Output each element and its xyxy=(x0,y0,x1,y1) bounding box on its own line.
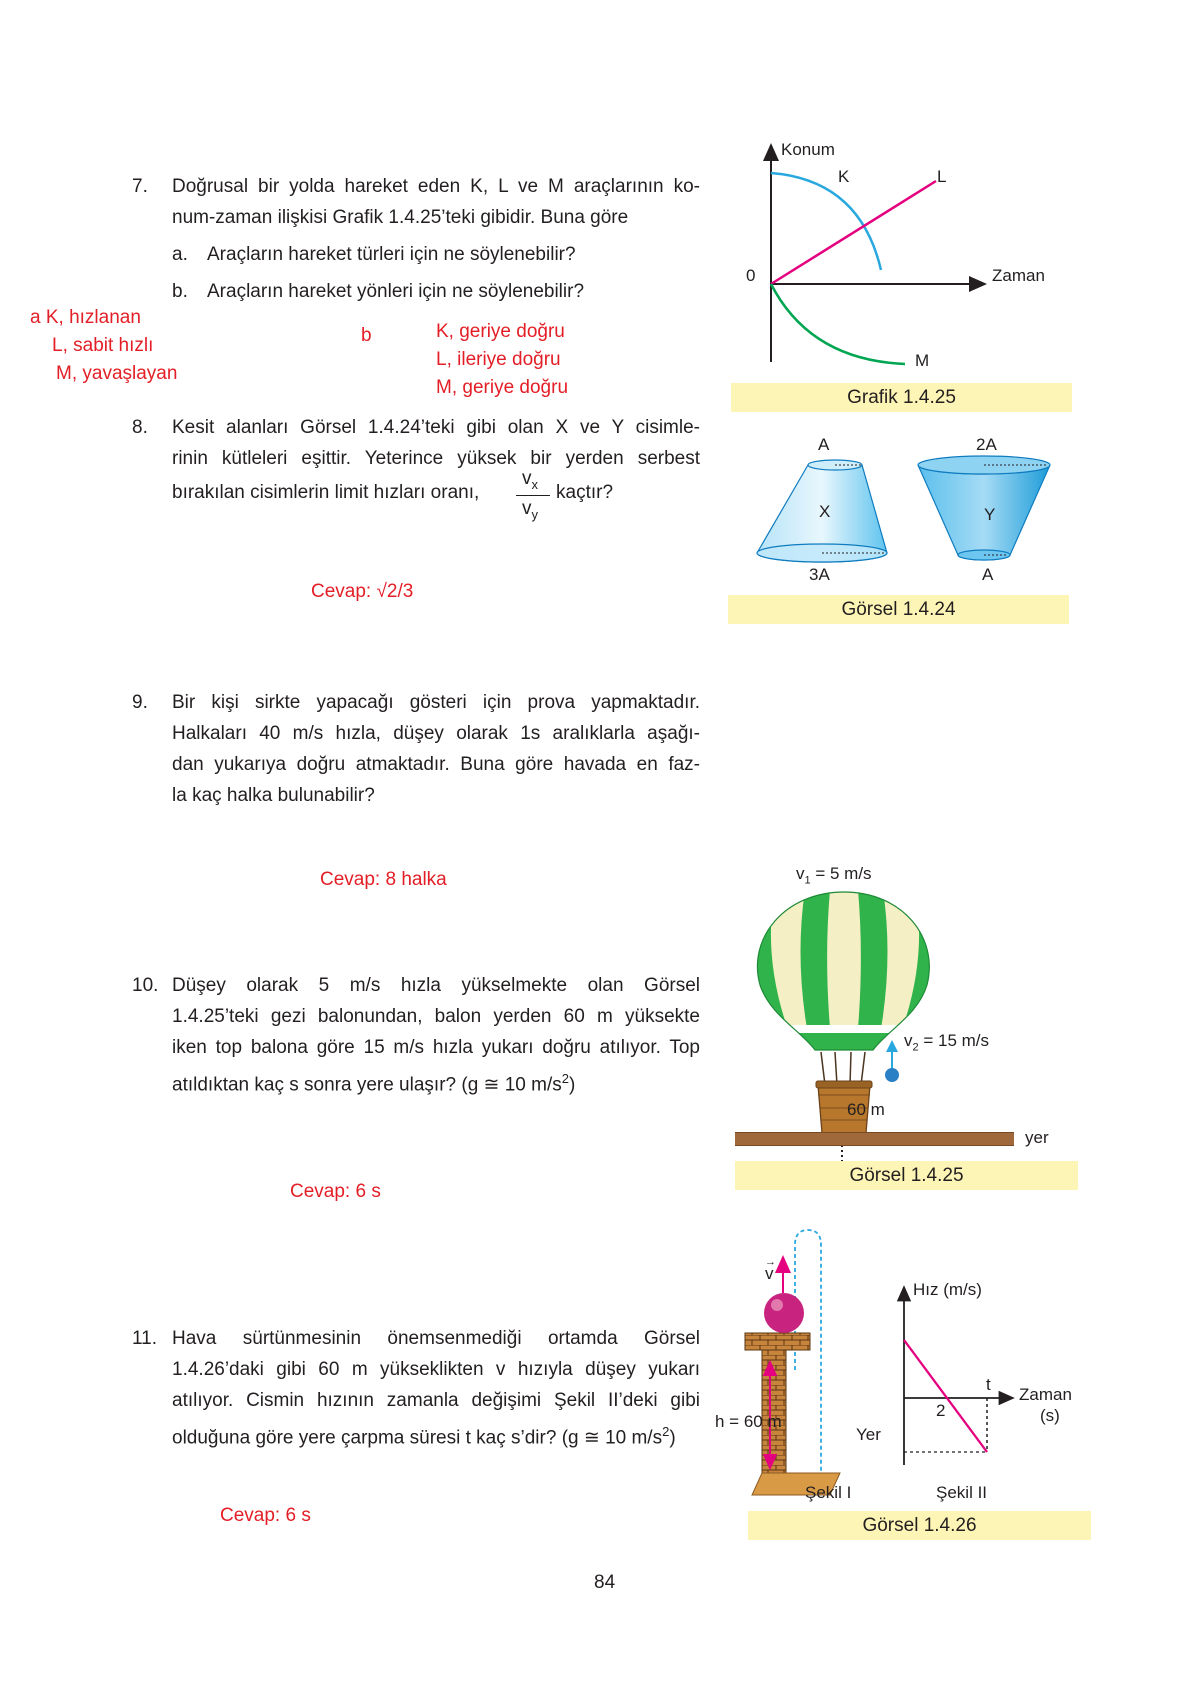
answer-7b-line-3: M, geriye doğru xyxy=(436,377,569,398)
curve-l-label: L xyxy=(937,167,947,186)
question-7-text-line-2: num-zaman ilişkisi Grafik 1.4.25’teki gibidir. Buna göre xyxy=(172,207,629,228)
ground-bar xyxy=(735,1132,1014,1146)
fraction-denominator-sub: y xyxy=(531,506,538,522)
graph-caption: Grafik 1.4.25 xyxy=(731,383,1072,412)
velocity-line xyxy=(904,1340,987,1452)
answer-11: Cevap: 6 s xyxy=(220,1505,311,1526)
question-9-text-line-2: Halkaları 40 m/s hızla, düşey olarak 1s aralıklarla aşağı- xyxy=(172,723,700,744)
v1-main: v xyxy=(796,864,805,883)
figure-2-label: Şekil II xyxy=(936,1483,988,1502)
graph-x-axis-label: Zaman xyxy=(992,266,1045,285)
graph2-x-axis-label-2: (s) xyxy=(1040,1406,1060,1425)
v1-value: = 5 m/s xyxy=(810,864,872,883)
graph2-y-axis-label: Hız (m/s) xyxy=(913,1280,982,1299)
thrown-ball xyxy=(885,1068,899,1082)
question-7b-label: b. xyxy=(172,281,188,302)
graph2-two-label: 2 xyxy=(936,1401,946,1420)
curve-m-label: M xyxy=(915,351,930,370)
answer-8: Cevap: √2/3 xyxy=(311,581,414,602)
answer-9: Cevap: 8 halka xyxy=(320,869,447,890)
ratio-fraction xyxy=(512,468,552,528)
answer-7b-line-1: K, geriye doğru xyxy=(436,321,565,342)
question-10-text-line-3: iken top balona göre 15 m/s hızla yukarı doğru atılıyor. Top xyxy=(172,1037,700,1058)
answer-7a-line-2: L, sabit hızlı xyxy=(52,335,154,356)
page-number: 84 xyxy=(594,1572,616,1593)
position-time-graph xyxy=(730,140,1010,370)
v2-main: v xyxy=(904,1031,913,1050)
frustum-y-label: Y xyxy=(984,505,996,524)
ground-label: yer xyxy=(1025,1128,1049,1147)
fraction-bar xyxy=(516,495,550,496)
v2-value: = 15 m/s xyxy=(918,1031,990,1050)
ground-label-yer: Yer xyxy=(856,1425,881,1444)
question-9-text-line-3: dan yukarıya doğru atmaktadır. Buna göre havada en faz- xyxy=(172,754,700,775)
v1-label xyxy=(796,864,872,886)
fraction-numerator-sub: x xyxy=(531,476,538,492)
velocity-label: v xyxy=(765,1264,774,1283)
question-7b-text: Araçların hareket yönleri için ne söylenebilir? xyxy=(207,281,585,302)
velocity-vector-mark: → xyxy=(765,1256,776,1268)
frustum-x-top-label: A xyxy=(818,435,830,454)
question-9-text-line-4: la kaç halka bulunabilir? xyxy=(172,785,375,806)
line-l xyxy=(771,181,936,284)
question-7a-text: Araçların hareket türleri için ne söylenebilir? xyxy=(207,244,576,265)
question-11-text-line-1: Hava sürtünmesinin önemsenmediği ortamda Görsel xyxy=(172,1328,700,1349)
question-11-text-line-2: 1.4.26’daki gibi 60 m yükseklikten v hızıyla düşey yukarı xyxy=(172,1359,700,1380)
question-10-text-line-2: 1.4.25’teki gezi balonundan, balon yerden 60 m yüksekte xyxy=(172,1006,700,1027)
balloon-caption: Görsel 1.4.25 xyxy=(735,1161,1078,1190)
hot-air-balloon xyxy=(755,890,935,1150)
frustum-x-label: X xyxy=(819,502,831,521)
ball xyxy=(764,1293,804,1333)
question-7-number: 7. xyxy=(132,176,148,197)
height-label: h = 60 m xyxy=(715,1412,782,1431)
question-8-number: 8. xyxy=(132,417,148,438)
question-7a-label: a. xyxy=(172,244,188,265)
graph2-t-label: t xyxy=(986,1375,991,1394)
question-8-text-line-2: rinin kütleleri eşittir. Yeterince yüksek bir yerden serbest xyxy=(172,448,700,469)
graph-y-axis-label: Konum xyxy=(781,140,835,159)
figure-1-label: Şekil I xyxy=(805,1483,852,1502)
question-10-text-line-4 xyxy=(172,1063,575,1100)
v2-label xyxy=(904,1031,989,1053)
question-10-text-line-1: Düşey olarak 5 m/s hızla yükselmekte olan Görsel xyxy=(172,975,700,996)
frustum-caption: Görsel 1.4.24 xyxy=(728,595,1069,624)
question-11-number: 11. xyxy=(132,1328,158,1349)
question-11-text-line-4 xyxy=(172,1416,676,1453)
question-10-line-4-end: ) xyxy=(569,1074,576,1096)
question-8-text-line-3-end: kaçtır? xyxy=(556,482,614,503)
question-11-exponent: 2 xyxy=(662,1424,670,1439)
question-11-line-4-end: ) xyxy=(669,1427,676,1449)
question-11-text-line-3: atılıyor. Cismin hızının zamanla değişimi Şekil II’deki gibi xyxy=(172,1390,700,1411)
trajectory-path xyxy=(795,1230,821,1475)
v1-sub: 1 xyxy=(804,874,811,887)
question-7-text-line-1: Doğrusal bir yolda hareket eden K, L ve M araçlarının ko- xyxy=(172,176,700,197)
curve-k xyxy=(771,173,881,270)
question-10-number: 10. xyxy=(132,975,159,996)
graph2-x-axis-label-1: Zaman xyxy=(1019,1385,1072,1404)
frustum-x-bottom-label: 3A xyxy=(809,565,830,584)
question-11-line-4-text: olduğuna göre yere çarpma süresi t kaç s’dir? (g ≅ 10 m/s xyxy=(172,1427,663,1449)
figure-1-4-26-caption: Görsel 1.4.26 xyxy=(748,1511,1091,1540)
graph-origin-label: 0 xyxy=(746,266,756,285)
question-10-line-4-text: atıldıktan kaç s sonra yere ulaşır? (g ≅ 10 m/s xyxy=(172,1074,562,1096)
frustum-figure xyxy=(755,455,1055,575)
v2-sub: 2 xyxy=(912,1041,919,1054)
velocity-time-graph xyxy=(895,1280,1025,1480)
answer-7b-line-2: L, ileriye doğru xyxy=(436,349,561,370)
answer-10: Cevap: 6 s xyxy=(290,1181,381,1202)
question-8-text-line-3: bırakılan cisimlerin limit hızları oranı, xyxy=(172,482,480,503)
brick-tower xyxy=(745,1333,810,1473)
question-9-text-line-1: Bir kişi sirkte yapacağı gösteri için prova yapmaktadır. xyxy=(172,692,700,713)
answer-7a-line-1: a K, hızlanan xyxy=(30,307,141,328)
curve-k-label: K xyxy=(838,167,850,186)
balloon-height-label: 60 m xyxy=(847,1100,885,1119)
question-8-text-line-1: Kesit alanları Görsel 1.4.24’teki gibi olan X ve Y cisimle- xyxy=(172,417,700,438)
question-9-number: 9. xyxy=(132,692,148,713)
fraction-denominator-v: v xyxy=(522,498,532,519)
answer-7b-label: b xyxy=(361,325,372,346)
frustum-y-top-label: 2A xyxy=(976,435,997,454)
answer-7a-line-3: M, yavaşlayan xyxy=(56,363,178,384)
curve-m xyxy=(771,284,905,364)
fraction-numerator-v: v xyxy=(522,468,532,489)
frustum-y-bottom-label: A xyxy=(982,565,994,584)
question-10-exponent: 2 xyxy=(561,1071,569,1086)
tower-figure xyxy=(740,1225,890,1485)
